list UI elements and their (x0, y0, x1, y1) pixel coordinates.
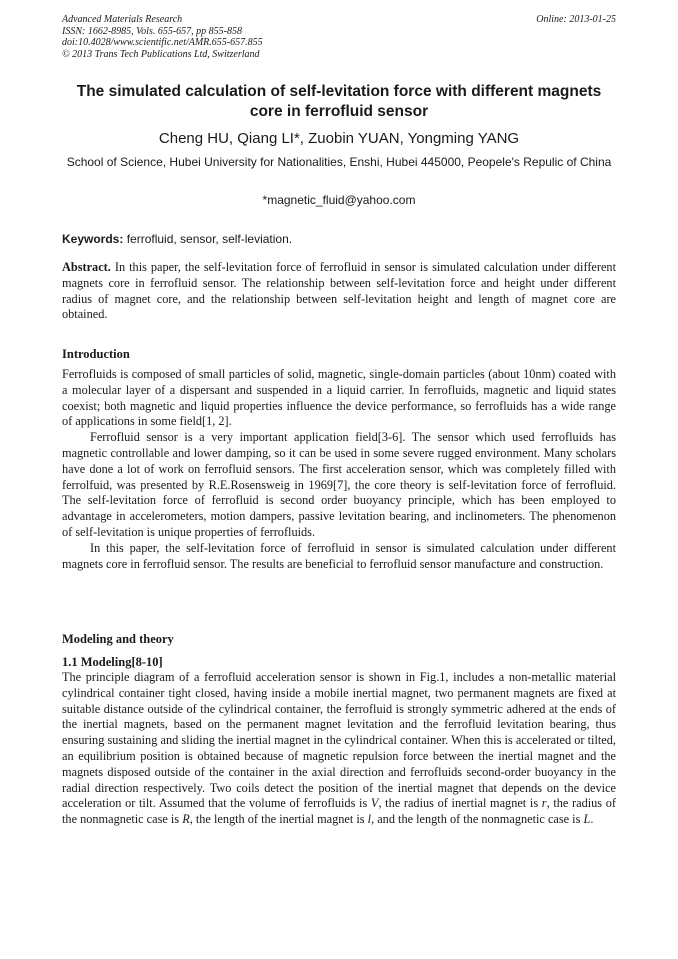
abstract-text: In this paper, the self-levitation force of ferrofluid in sensor is simulated calculation under different magnets core in ferrofluid sensor. The relationship between self-levitation force and height under different radius of magnet core, and the relationship between self-levitation height and length of magnet core are obtained. (62, 260, 616, 322)
issn-line: ISSN: 1662-8985, Vols. 655-657, pp 855-858 (62, 25, 242, 37)
journal-header (62, 14, 616, 60)
contact-email: *magnetic_fluid@yahoo.com (262, 193, 416, 207)
var-magnet-radius: r (541, 796, 547, 811)
doi-line: doi:10.4028/www.scientific.net/AMR.655-657.855 (62, 37, 263, 48)
abstract (62, 260, 616, 323)
keywords (62, 231, 616, 247)
modeling-text-3: , the radius of the nonmagnetic case is (62, 796, 616, 827)
var-case-radius: R (182, 812, 190, 827)
modeling-body (62, 670, 616, 828)
online-date: Online: 2013-01-25 (536, 14, 616, 25)
section-heading-introduction: Introduction (62, 347, 130, 361)
modeling-text-5: , and the length of the nonmagnetic case is (371, 812, 584, 827)
modeling-paragraph (62, 670, 616, 828)
var-case-length: L (583, 812, 591, 827)
modeling-text-4: , the length of the inertial magnet is (189, 812, 368, 827)
journal-name: Advanced Materials Research (62, 14, 183, 25)
paper-title: The simulated calculation of self-levitation force with different magnets core in ferrofluid sensor (76, 83, 602, 120)
subsection-heading-modeling: 1.1 Modeling[8-10] (62, 655, 163, 669)
intro-paragraph-3: In this paper, the self-levitation force of ferrofluid in sensor is simulated calculation under different magnets core in ferrofluid sensor. The results are beneficial to ferrofluid sensor manufacture and construction. (62, 540, 616, 571)
modeling-text-2: , the radius of inertial magnet is (378, 796, 542, 811)
section-heading-modeling: Modeling and theory (62, 632, 174, 646)
keywords-text: ferrofluid, sensor, self-leviation. (123, 232, 293, 246)
abstract-label: Abstract. (62, 260, 111, 274)
keywords-label: Keywords: (62, 232, 124, 246)
intro-paragraph-2: Ferrofluid sensor is a very important application field[3-6]. The sensor which used ferrofluids has magnetic controllable and lower damping, so it can be used in some severe rugged environment. Many scholars have done a lot of work on ferrofluid sensors. The first acceleration sensor, which was completely filled with ferrolfuid, was presented by R.E.Rosensweig in 1969[7], the core theory is self-levitation force of ferrofluid. The self-levitation force of ferrofluid is second order buoyancy principle, which has been employed to advantage in accelerometers, motion dampers, passive levitation bearing, and inclinometers. The phenomenon of self-levitation is unique properties of ferrofluids. (62, 430, 616, 539)
intro-paragraph-1: Ferrofluids is composed of small particles of solid, magnetic, single-domain particles (about 10nm) coated with a molecular layer of a dispersant and suspended in a liquid carrier. In ferrofluids, magnetic and liquid states coexist; both magnetic and liquid properties influence the device performance, so ferrofluids has a wide range of applications in some field[1, 2]. (62, 367, 616, 429)
modeling-text-1: The principle diagram of a ferrofluid acceleration sensor is shown in Fig.1, includes a non-metallic material cylindrical container tight closed, having inside a mobile inertial magnet, two permanent magnets are fixed at suitable distance outside of the cylindrical container, the ferrofluid is strongly symmetric adhered at the ends of the inertial magnets, based on the permanent magnet levitation and the ferrofluid levitation bearing, thus ensuring sustaining and sliding the inertial magnet in the cylindrical container. When this is accelerated or tilted, an equilibrium position is obtained because of magnetic repulsion force between the inertial magnet and the magnets disposed outside of the container in the axial direction and ferrofluids second-order buoyancy in the radial direction respectively. Two coils detect the position of the inertial magnet that depends on the device acceleration or tilt. Assumed that the volume of ferrofluids is (62, 670, 616, 811)
modeling-text-6: . (590, 812, 594, 827)
var-magnet-length: l (367, 812, 372, 827)
introduction-body (62, 367, 616, 572)
author-list: Cheng HU, Qiang LI*, Zuobin YUAN, Yongming YANG (158, 130, 520, 147)
affiliation: School of Science, Hubei University for Nationalities, Enshi, Hubei 445000, Peopele's Repulic of China (66, 155, 612, 169)
var-volume: V (370, 796, 379, 811)
copyright-line: © 2013 Trans Tech Publications Ltd, Switzerland (62, 48, 260, 60)
